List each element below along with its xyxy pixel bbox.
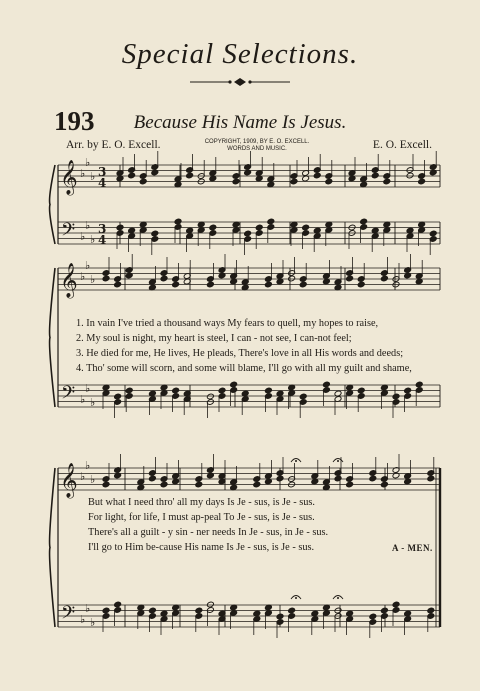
key-signature-flat-icon: ♭ (80, 270, 86, 283)
treble-clef-icon: 𝄞 (60, 263, 78, 298)
notehead (415, 381, 423, 388)
hymn-title: Because His Name Is Jesus. (133, 112, 347, 133)
notehead (357, 281, 365, 288)
key-signature-flat-icon: ♭ (80, 230, 86, 243)
verse-1-line-b: But what I need thro' all my days Is Je - sus, is Je - sus. (88, 497, 315, 508)
notehead (404, 387, 412, 394)
bass-clef-icon: 𝄢 (61, 383, 76, 408)
notehead (128, 172, 136, 179)
notehead (290, 178, 298, 185)
notehead (230, 381, 238, 388)
composer-credit: E. O. Excell. (372, 139, 432, 151)
notehead (371, 172, 379, 179)
notehead (265, 281, 273, 288)
notehead (151, 230, 159, 237)
notehead (357, 387, 365, 394)
notehead (381, 607, 389, 614)
key-signature-flat-icon: ♭ (90, 473, 96, 486)
notehead (381, 481, 389, 488)
notehead (114, 393, 122, 400)
key-signature-flat-icon: ♭ (90, 616, 96, 629)
key-signature-flat-icon: ♭ (85, 602, 91, 615)
key-signature-flat-icon: ♭ (85, 459, 91, 472)
verse-4-line-a: 4. Tho' some will scorn, and some will blame, I'll go with all my guilt and shame, (76, 363, 412, 374)
notehead (334, 475, 342, 482)
notehead (392, 393, 400, 400)
notehead (429, 230, 437, 237)
notehead (313, 172, 321, 179)
notehead (160, 481, 168, 488)
notehead (346, 275, 354, 282)
bass-clef-icon: 𝄢 (61, 603, 76, 628)
verse-4-line-b: I'll go to Him be-cause His name Is Je - sus, is Je - sus. (88, 542, 315, 553)
amen-label: A - MEN. (392, 543, 433, 553)
time-signature: 3 (98, 222, 107, 236)
notehead (114, 281, 122, 288)
notehead (207, 393, 215, 400)
notehead (299, 393, 307, 400)
notehead (323, 381, 331, 388)
notehead (418, 178, 426, 185)
key-signature-flat-icon: ♭ (80, 393, 86, 406)
notehead (288, 607, 296, 614)
section-title: Special Selections. (121, 38, 359, 70)
notehead (207, 601, 215, 608)
notehead (299, 281, 307, 288)
notehead (381, 275, 389, 282)
notehead (288, 275, 296, 282)
notehead (102, 481, 110, 488)
verse-2-line-a: 2. My soul is night, my heart is steel, I can - not see, I can-not feel; (76, 333, 352, 344)
notehead (427, 607, 435, 614)
key-signature-flat-icon: ♭ (90, 170, 96, 183)
key-signature-flat-icon: ♭ (80, 470, 86, 483)
notehead (218, 387, 226, 394)
notehead (114, 601, 122, 608)
notehead (149, 475, 157, 482)
system-brace (50, 268, 55, 407)
notehead (360, 218, 368, 225)
verse-1-line-a: 1. In vain I've tried a thousand ways My fears to quell, my hopes to raise, (76, 318, 379, 329)
notehead (265, 387, 273, 394)
treble-clef-icon: 𝄞 (60, 463, 78, 498)
key-signature-flat-icon: ♭ (90, 273, 96, 286)
notehead (149, 607, 157, 614)
fermata-icon (337, 597, 339, 599)
notehead (325, 178, 333, 185)
notehead (207, 281, 215, 288)
treble-clef-icon: 𝄞 (60, 160, 78, 195)
notehead (160, 275, 168, 282)
notehead (139, 178, 147, 185)
notehead (174, 218, 182, 225)
notehead (392, 601, 400, 608)
notehead (346, 481, 354, 488)
notehead (427, 475, 435, 482)
arranger-credit: Arr. by E. O. Excell. (66, 139, 161, 151)
fermata-icon (295, 597, 297, 599)
verse-2-line-b: For light, for life, I must ap-peal To Je - sus, is Je - sus. (88, 512, 315, 523)
notehead (172, 281, 180, 288)
bass-clef-icon: 𝄢 (61, 220, 76, 245)
notehead (369, 475, 377, 482)
notehead (102, 275, 110, 282)
key-signature-flat-icon: ♭ (90, 396, 96, 409)
copyright-line-1: COPYRIGHT, 1909, BY E. O. EXCELL. (204, 139, 310, 145)
fermata-icon (295, 460, 297, 462)
fermata-icon (337, 460, 339, 462)
notehead (302, 224, 310, 231)
notehead (172, 387, 180, 394)
notehead (125, 387, 133, 394)
notehead (195, 481, 203, 488)
time-signature: 4 (98, 233, 107, 247)
notehead (255, 224, 263, 231)
notehead (276, 613, 284, 620)
time-signature: 4 (98, 176, 107, 190)
key-signature-flat-icon: ♭ (90, 233, 96, 246)
notehead (276, 475, 284, 482)
notehead (232, 178, 240, 185)
verse-3-line-a: 3. He died for me, He lives, He pleads, There's love in all His words and deeds; (76, 348, 404, 359)
verse-3-line-b: There's all a guilt - y sin - ner needs In Je - sus, in Je - sus. (88, 527, 329, 538)
notehead (244, 230, 252, 237)
key-signature-flat-icon: ♭ (85, 156, 91, 169)
time-signature: 3 (98, 165, 107, 179)
notehead (102, 607, 110, 614)
key-signature-flat-icon: ♭ (85, 259, 91, 272)
system-brace (50, 165, 55, 244)
hymn-number: 193 (54, 106, 95, 136)
notehead (406, 172, 414, 179)
notehead (369, 613, 377, 620)
notehead (383, 178, 391, 185)
notehead (186, 172, 194, 179)
key-signature-flat-icon: ♭ (85, 382, 91, 395)
notehead (116, 224, 124, 231)
notehead (267, 218, 275, 225)
system-brace (50, 468, 55, 627)
copyright-line-2: WORDS AND MUSIC. (227, 146, 287, 152)
notehead (195, 607, 203, 614)
notehead (209, 224, 217, 231)
key-signature-flat-icon: ♭ (80, 167, 86, 180)
key-signature-flat-icon: ♭ (85, 219, 91, 232)
notehead (253, 481, 261, 488)
key-signature-flat-icon: ♭ (80, 613, 86, 626)
